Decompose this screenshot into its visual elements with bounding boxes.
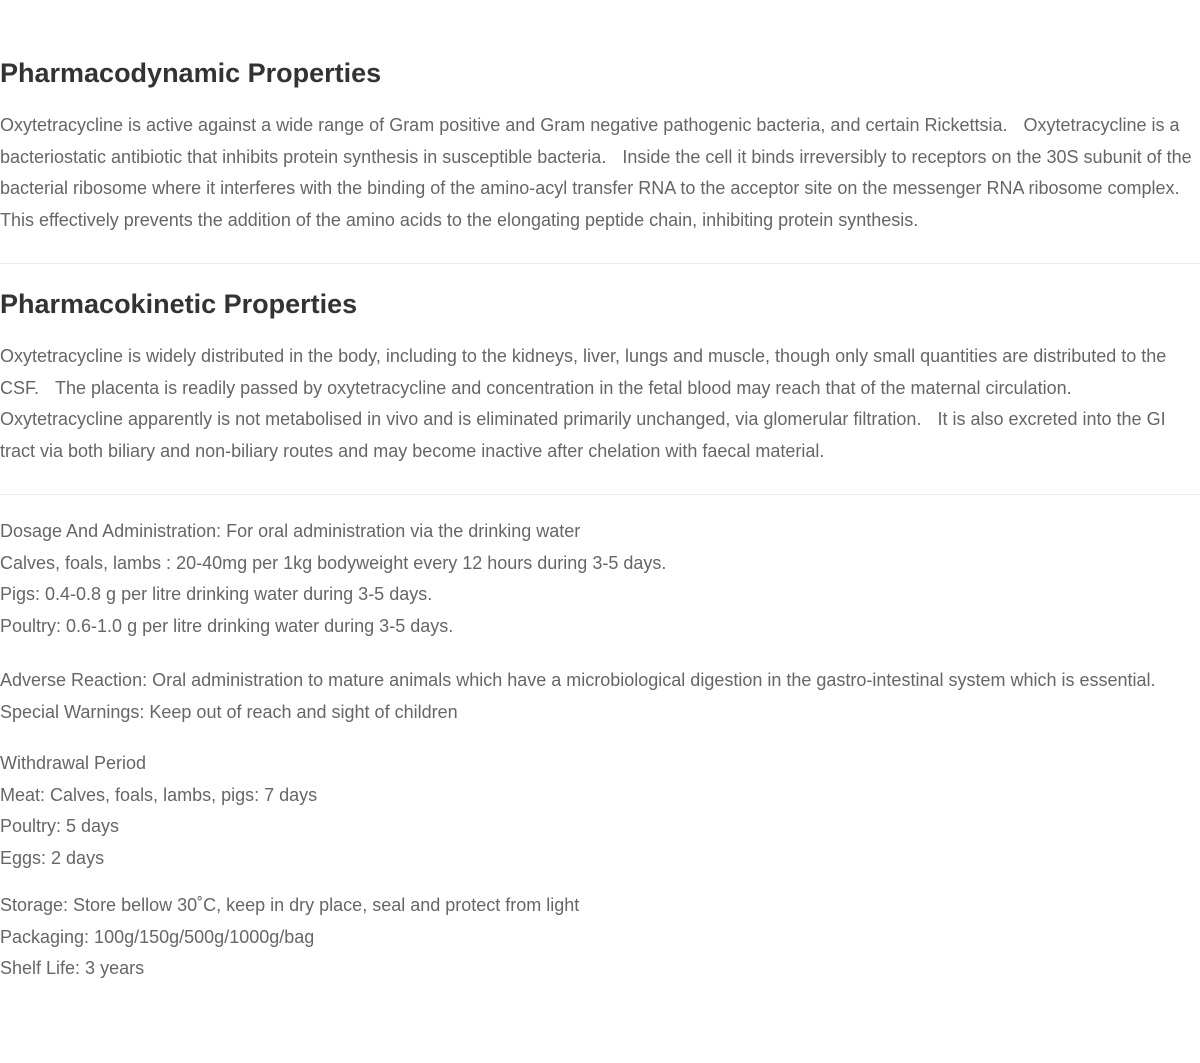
dosage-section [0, 516, 1200, 642]
withdrawal-line: Eggs: 2 days [0, 847, 105, 868]
storage-line: Storage: Store bellow 30˚C, keep in dry place, seal and protect from light [0, 895, 580, 915]
pharmacokinetic-heading: Pharmacokinetic Properties [0, 289, 358, 319]
sentence: Oxytetracycline is widely distributed in the body, including to the kidneys, liver, lungs and muscle, though only small quantities are distributed to the CSF. [0, 346, 1167, 398]
sentence: This effectively prevents the addition of the amino acids to the elongating peptide chain, inhibiting protein synthesis. [0, 209, 919, 230]
section-divider [0, 494, 1200, 495]
adverse-reaction: Adverse Reaction: Oral administration to mature animals which have a microbiological digestion in the gastro-intestinal system which is essential. [0, 670, 1156, 690]
withdrawal-line: Poultry: 5 days [0, 816, 120, 836]
withdrawal-section [0, 748, 1200, 874]
dosage-title: Dosage And Administration: For oral administration via the drinking water [0, 521, 581, 541]
special-warnings: Special Warnings: Keep out of reach and sight of children [0, 701, 458, 722]
sentence: Oxytetracycline is active against a wide range of Gram positive and Gram negative pathogenic bacteria, and certain Rickettsia. [0, 115, 1008, 135]
sentence: Oxytetracycline is a bacteriostatic antibiotic that inhibits protein synthesis in susceptible bacteria. [0, 115, 1180, 167]
adverse-section [0, 665, 1200, 728]
packaging-line: Packaging: 100g/150g/500g/1000g/bag [0, 926, 315, 947]
storage-section [0, 890, 1200, 985]
withdrawal-title: Withdrawal Period [0, 753, 147, 773]
sentence: Inside the cell it binds irreversibly to receptors on the 30S subunit of the bacterial ribosome where it interferes with the binding of the amino-acyl transfer RNA to the acceptor site on the messenger RNA ribosome complex. [0, 146, 1192, 198]
dosage-line: Poultry: 0.6-1.0 g per litre drinking water during 3-5 days. [0, 615, 454, 636]
sentence: The placenta is readily passed by oxytetracycline and concentration in the fetal blood may reach that of the maternal circulation. [55, 377, 1072, 398]
pharmacodynamic-heading: Pharmacodynamic Properties [0, 58, 382, 88]
shelf-life-line: Shelf Life: 3 years [0, 958, 145, 978]
sentence: Oxytetracycline apparently is not metabolised in vivo and is eliminated primarily unchanged, via glomerular filtration. [0, 409, 922, 429]
dosage-line: Calves, foals, lambs : 20-40mg per 1kg bodyweight every 12 hours during 3-5 days. [0, 552, 667, 573]
withdrawal-line: Meat: Calves, foals, lambs, pigs: 7 days [0, 784, 318, 805]
pharmacokinetic-paragraph [0, 341, 1200, 467]
pharmacodynamic-paragraph [0, 110, 1200, 236]
section-divider [0, 263, 1200, 264]
dosage-line: Pigs: 0.4-0.8 g per litre drinking water during 3-5 days. [0, 584, 433, 604]
sentence: It is also excreted into the GI tract via both biliary and non-biliary routes and may become inactive after chelation with faecal material. [0, 409, 1166, 461]
